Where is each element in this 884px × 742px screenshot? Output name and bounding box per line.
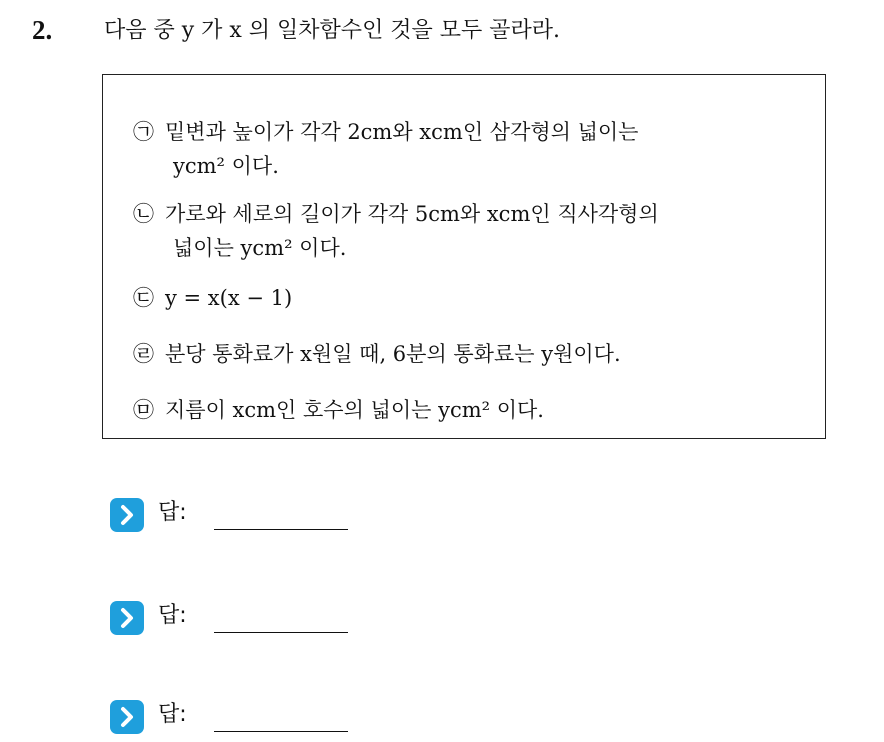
choice-4 bbox=[133, 337, 621, 371]
answer-label-3: 답: bbox=[158, 702, 187, 727]
answer-row-2 bbox=[110, 597, 370, 637]
choice-4-text: 분당 통화료가 x원일 때, 6분의 통화료는 y원이다. bbox=[165, 342, 621, 366]
choices-box bbox=[102, 74, 826, 439]
question-number: 2. bbox=[32, 15, 53, 45]
choice-2 bbox=[133, 197, 659, 265]
choice-3 bbox=[133, 281, 292, 315]
choice-1-marker: ㉠ bbox=[133, 120, 154, 144]
chevron-right-icon bbox=[110, 700, 144, 734]
choice-4-marker: ㉣ bbox=[133, 342, 154, 366]
choice-3-marker: ㉢ bbox=[133, 286, 154, 310]
answer-label-1: 답: bbox=[158, 500, 187, 525]
answer-blank-1[interactable] bbox=[214, 529, 348, 530]
choice-3-text: y = x(x − 1) bbox=[165, 286, 293, 310]
answer-row-3 bbox=[110, 696, 370, 736]
choice-5-marker: ㉤ bbox=[133, 398, 154, 422]
choice-2-marker: ㉡ bbox=[133, 202, 154, 226]
question-text: 다음 중 y 가 x 의 일차함수인 것을 모두 골라라. bbox=[104, 18, 561, 43]
choice-1-text-line2: ycm² 이다. bbox=[173, 154, 279, 178]
choice-1 bbox=[133, 115, 638, 183]
answer-row-1 bbox=[110, 494, 370, 534]
chevron-right-icon bbox=[110, 498, 144, 532]
choice-2-text-line1: 가로와 세로의 길이가 각각 5cm와 xcm인 직사각형의 bbox=[165, 202, 659, 226]
chevron-right-icon bbox=[110, 601, 144, 635]
answer-blank-3[interactable] bbox=[214, 731, 348, 732]
choice-5 bbox=[133, 393, 544, 427]
choice-1-text-line1: 밑변과 높이가 각각 2cm와 xcm인 삼각형의 넓이는 bbox=[165, 120, 639, 144]
choice-2-text-line2: 넓이는 ycm² 이다. bbox=[173, 236, 347, 260]
choice-5-text: 지름이 xcm인 호수의 넓이는 ycm² 이다. bbox=[165, 398, 544, 422]
answer-label-2: 답: bbox=[158, 603, 187, 628]
answer-blank-2[interactable] bbox=[214, 632, 348, 633]
